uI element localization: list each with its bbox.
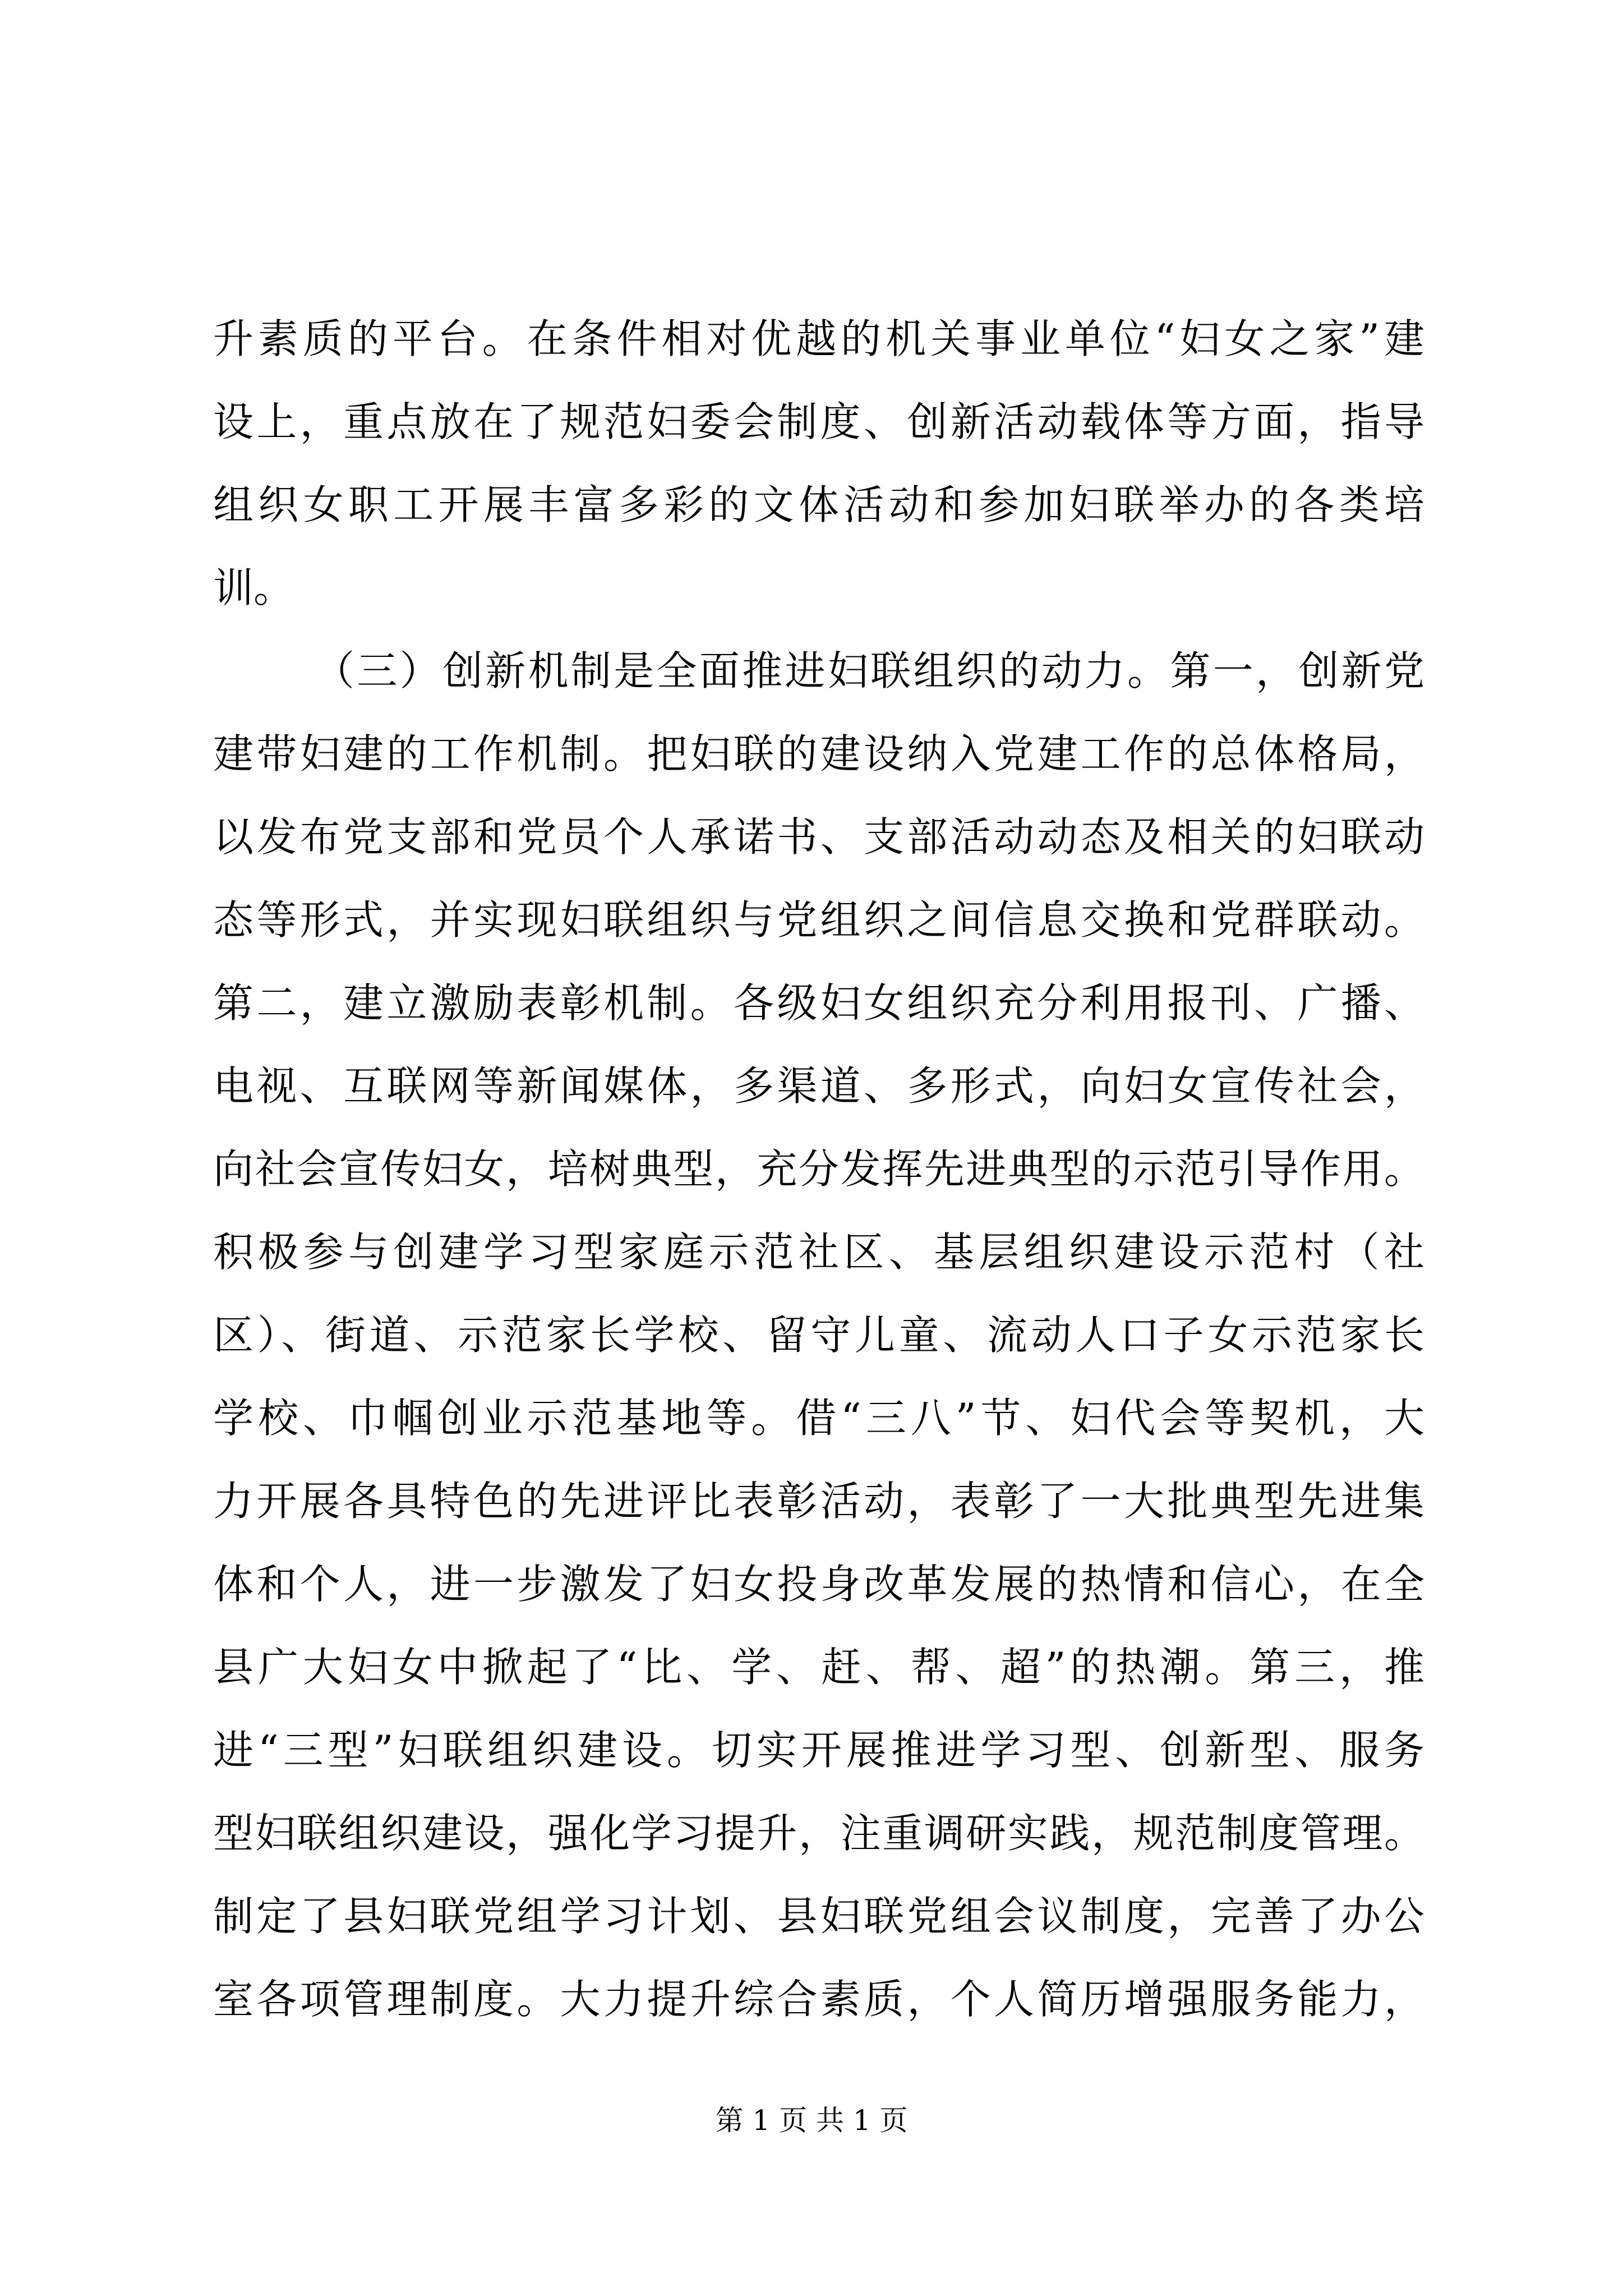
paragraph-2-line-13: 县广大妇女中掀起了“比、学、赶、帮、超”的热潮。第三，推 <box>213 1644 1424 1691</box>
paragraph-2-line-11: 力开展各具特色的先进评比表彰活动，表彰了一大批典型先进集 <box>213 1478 1424 1525</box>
paragraph-2-line-6: 电视、互联网等新闻媒体，多渠道、多形式，向妇女宣传社会， <box>213 1062 1424 1110</box>
page-number: 第 1 页 共 1 页 <box>715 2104 908 2137</box>
paragraph-2-line-4: 态等形式，并实现妇联组织与党组织之间信息交换和党群联动。 <box>213 896 1424 944</box>
paragraph-2-line-2: 建带妇建的工作机制。把妇联的建设纳入党建工作的总体格局， <box>213 730 1424 777</box>
paragraph-2-line-9: 区）、街道、示范家长学校、留守儿童、流动人口子女示范家长 <box>213 1312 1424 1359</box>
body-text <box>213 297 1424 2041</box>
paragraph-2-line-7: 向社会宣传妇女，培树典型，充分发挥先进典型的示范引导作用。 <box>213 1145 1424 1193</box>
paragraph-2-line-16: 制定了县妇联党组学习计划、县妇联党组会议制度，完善了办公 <box>213 1893 1424 1940</box>
paragraph-1-line-1: 升素质的平台。在条件相对优越的机关事业单位“妇女之家”建 <box>213 315 1424 362</box>
paragraph-1-line-2: 设上，重点放在了规范妇委会制度、创新活动载体等方面，指导 <box>213 398 1424 445</box>
paragraph-1-line-4: 训。 <box>213 564 294 611</box>
paragraph-2-line-15: 型妇联组织建设，强化学习提升，注重调研实践，规范制度管理。 <box>213 1810 1424 1857</box>
paragraph-2-line-1: （三）创新机制是全面推进妇联组织的动力。第一，创新党 <box>314 647 1424 694</box>
paragraph-2-line-10: 学校、巾帼创业示范基地等。借“三八”节、妇代会等契机，大 <box>213 1395 1424 1442</box>
paragraph-2-line-17: 室各项管理制度。大力提升综合素质，个人简历增强服务能力， <box>213 1976 1424 2023</box>
paragraph-2-line-3: 以发布党支部和党员个人承诺书、支部活动动态及相关的妇联动 <box>213 813 1424 861</box>
paragraph-2-line-14: 进“三型”妇联组织建设。切实开展推进学习型、创新型、服务 <box>213 1727 1424 1774</box>
paragraph-2-line-5: 第二，建立激励表彰机制。各级妇女组织充分利用报刊、广播、 <box>213 979 1424 1027</box>
page-footer <box>0 2101 1623 2140</box>
paragraph-1-line-3: 组织女职工开展丰富多彩的文体活动和参加妇联举办的各类培 <box>213 481 1424 528</box>
paragraph-2-line-12: 体和个人，进一步激发了妇女投身改革发展的热情和信心，在全 <box>213 1561 1424 1608</box>
paragraph-2-line-8: 积极参与创建学习型家庭示范社区、基层组织建设示范村（社 <box>213 1228 1424 1276</box>
